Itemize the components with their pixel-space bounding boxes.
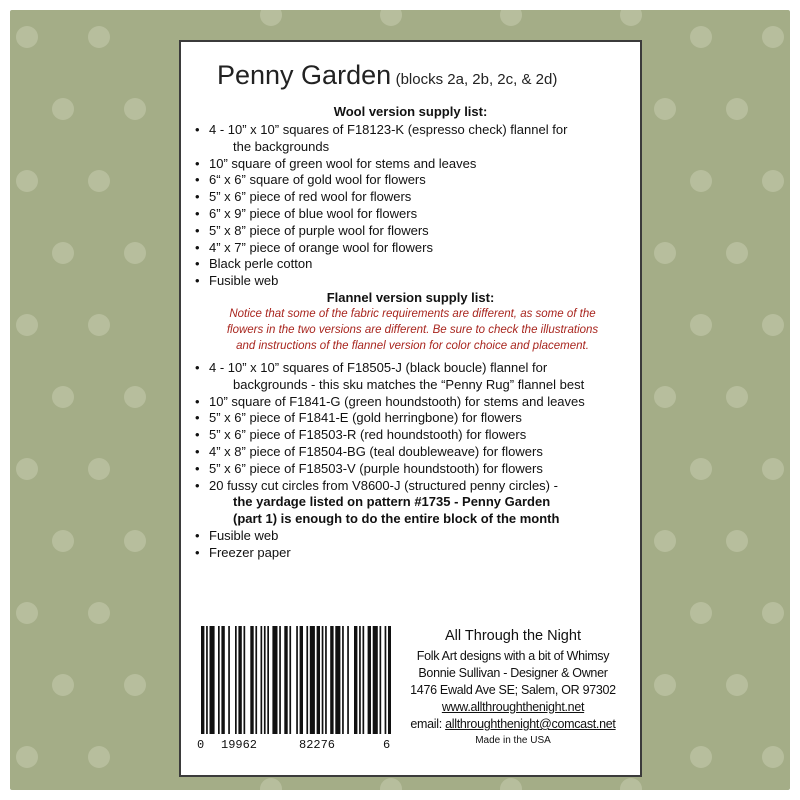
polka-dot bbox=[124, 674, 146, 696]
polka-dot bbox=[380, 778, 402, 790]
email-link[interactable]: allthroughthenight@comcast.net bbox=[445, 717, 616, 731]
flannel-heading: Flannel version supply list: bbox=[326, 290, 495, 305]
polka-dot bbox=[690, 314, 712, 336]
polka-dot bbox=[762, 746, 784, 768]
polka-dot bbox=[16, 746, 38, 768]
back-cover bbox=[10, 10, 790, 790]
polka-dot bbox=[690, 602, 712, 624]
polka-dot bbox=[16, 458, 38, 480]
polka-dot bbox=[88, 746, 110, 768]
polka-dot bbox=[726, 98, 748, 120]
polka-dot bbox=[762, 602, 784, 624]
list-item: • 5” x 6” piece of F18503-R (red houndstooth) for flowers bbox=[195, 427, 585, 444]
wool-supply-list bbox=[195, 122, 567, 290]
polka-dot bbox=[726, 242, 748, 264]
polka-dot bbox=[654, 386, 676, 408]
company-tagline: Folk Art designs with a bit of Whimsy bbox=[416, 649, 610, 663]
polka-dot bbox=[620, 10, 642, 26]
polka-dot bbox=[620, 778, 642, 790]
list-item: • 6” x 9” piece of blue wool for flowers bbox=[195, 206, 567, 223]
polka-dot bbox=[124, 530, 146, 552]
list-item: • 4 - 10” x 10” squares of F18505-J (black boucle) flannel for backgrounds - this sku matches the “Penny Rug” flannel best bbox=[195, 360, 585, 394]
barcode-bars bbox=[195, 626, 391, 736]
polka-dot bbox=[16, 26, 38, 48]
list-item: • 10” square of green wool for stems and leaves bbox=[195, 156, 567, 173]
polka-dot bbox=[16, 314, 38, 336]
list-item: • 20 fussy cut circles from V8600-J (structured penny circles) - the yardage listed on pattern #1735 - Penny Garden (part 1) is enough to do the entire block of the month bbox=[195, 478, 585, 528]
list-item: • Black perle cotton bbox=[195, 256, 567, 273]
list-item: • 4 - 10” x 10” squares of F18123-K (espresso check) flannel for the backgrounds bbox=[195, 122, 567, 156]
polka-dot bbox=[124, 242, 146, 264]
list-item: • Fusible web bbox=[195, 273, 567, 290]
polka-dot bbox=[88, 458, 110, 480]
polka-dot bbox=[88, 602, 110, 624]
polka-dot bbox=[762, 26, 784, 48]
made-in-usa: Made in the USA bbox=[475, 735, 551, 746]
polka-dot bbox=[16, 602, 38, 624]
list-item: • 6“ x 6” square of gold wool for flowers bbox=[195, 172, 567, 189]
polka-dot bbox=[52, 242, 74, 264]
flannel-notice: Notice that some of the fabric requirements are different, as some of the flowers in the two versions are different. Be sure to check the illustrations and instructions of the flannel version for color choice and placement. bbox=[226, 308, 599, 352]
website-link[interactable]: www.allthroughthenight.net bbox=[441, 700, 585, 714]
email-line: email: allthroughthenight@comcast.net bbox=[410, 717, 616, 731]
polka-dot bbox=[690, 26, 712, 48]
polka-dot bbox=[762, 458, 784, 480]
polka-dot bbox=[52, 98, 74, 120]
list-item: • 5” x 8” piece of purple wool for flowers bbox=[195, 223, 567, 240]
polka-dot bbox=[260, 10, 282, 26]
polka-dot bbox=[124, 386, 146, 408]
title-sub: (blocks 2a, 2b, 2c, & 2d) bbox=[395, 71, 558, 88]
polka-dot bbox=[654, 242, 676, 264]
list-item: • Freezer paper bbox=[195, 545, 585, 562]
list-item: • 10” square of F1841-G (green houndstooth) for stems and leaves bbox=[195, 394, 585, 411]
pattern-title bbox=[217, 60, 557, 91]
list-item: • 5” x 6” piece of red wool for flowers bbox=[195, 189, 567, 206]
polka-dot bbox=[88, 170, 110, 192]
list-item: • Fusible web bbox=[195, 528, 585, 545]
list-item: • 5” x 6” piece of F1841-E (gold herringbone) for flowers bbox=[195, 410, 585, 427]
polka-dot bbox=[88, 314, 110, 336]
list-item: • 4” x 7” piece of orange wool for flowers bbox=[195, 240, 567, 257]
polka-dot bbox=[500, 10, 522, 26]
polka-dot bbox=[260, 778, 282, 790]
company-info bbox=[393, 628, 633, 746]
polka-dot bbox=[690, 170, 712, 192]
polka-dot bbox=[16, 170, 38, 192]
polka-dot bbox=[762, 170, 784, 192]
polka-dot bbox=[654, 674, 676, 696]
wool-heading: Wool version supply list: bbox=[333, 104, 488, 119]
polka-dot bbox=[654, 98, 676, 120]
polka-dot bbox=[762, 314, 784, 336]
polka-dot bbox=[52, 674, 74, 696]
polka-dot bbox=[88, 26, 110, 48]
list-item: • 4” x 8” piece of F18504-BG (teal doubleweave) for flowers bbox=[195, 444, 585, 461]
polka-dot bbox=[52, 530, 74, 552]
polka-dot bbox=[690, 458, 712, 480]
title-main: Penny Garden bbox=[217, 60, 392, 90]
polka-dot bbox=[500, 778, 522, 790]
polka-dot bbox=[726, 530, 748, 552]
upc-barcode: 0 19962 82276 6 bbox=[195, 626, 391, 766]
polka-dot bbox=[124, 98, 146, 120]
flannel-supply-list bbox=[195, 360, 585, 562]
list-item: • 5” x 6” piece of F18503-V (purple houndstooth) for flowers bbox=[195, 461, 585, 478]
polka-dot bbox=[690, 746, 712, 768]
polka-dot bbox=[52, 386, 74, 408]
address-line: 1476 Ewald Ave SE; Salem, OR 97302 bbox=[410, 683, 616, 697]
polka-dot bbox=[726, 674, 748, 696]
polka-dot bbox=[654, 530, 676, 552]
designer-line: Bonnie Sullivan - Designer & Owner bbox=[418, 666, 608, 680]
polka-dot bbox=[380, 10, 402, 26]
supply-list-panel bbox=[179, 40, 642, 777]
polka-dot bbox=[726, 386, 748, 408]
company-name: All Through the Night bbox=[445, 628, 581, 644]
